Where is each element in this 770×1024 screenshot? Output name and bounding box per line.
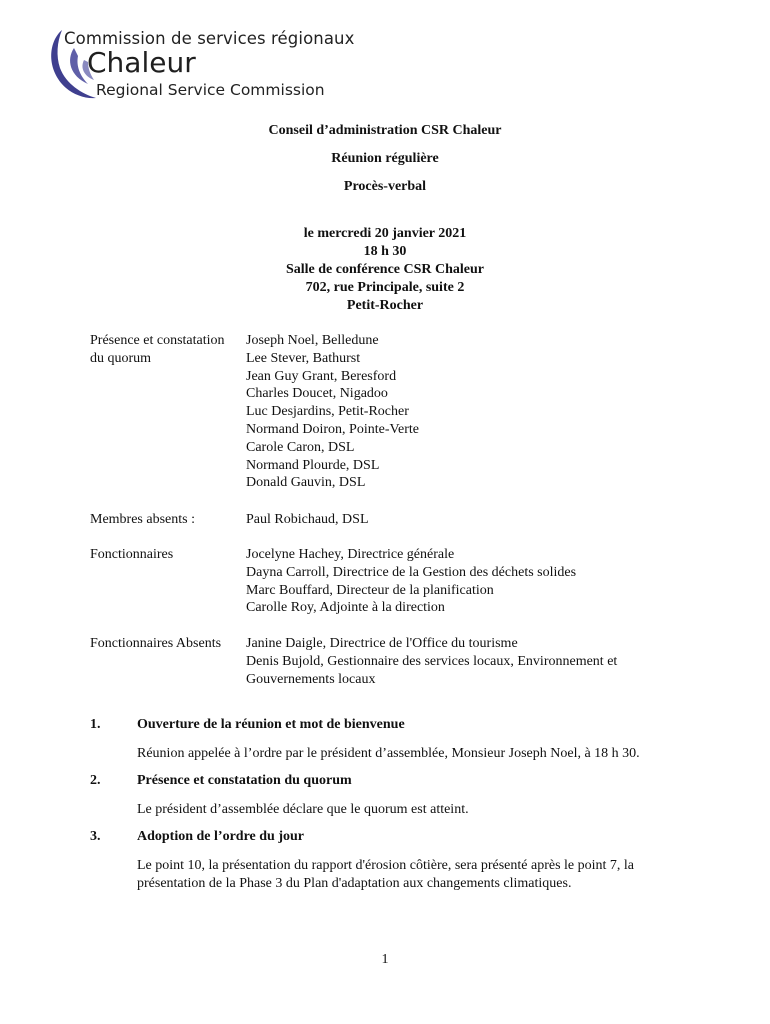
list-item: Normand Plourde, DSL: [246, 457, 380, 473]
meeting-type: Réunion régulière: [331, 151, 439, 166]
logo-text-english: Regional Service Commission: [96, 81, 325, 99]
meeting-address: 702, rue Principale, suite 2: [305, 280, 465, 295]
item-number: 3.: [90, 829, 101, 844]
list-item: Carolle Roy, Adjointe à la direction: [246, 600, 445, 616]
item-number: 2.: [90, 773, 101, 788]
meeting-venue: Salle de conférence CSR Chaleur: [285, 262, 485, 277]
item-number: 1.: [90, 717, 101, 732]
meeting-time: 18 h 30: [363, 244, 407, 259]
organization-logo: [44, 26, 355, 102]
meeting-date: le mercredi 20 janvier 2021: [303, 226, 467, 241]
item-title: Présence et constatation du quorum: [137, 773, 352, 788]
list-item: Charles Doucet, Nigadoo: [246, 386, 388, 402]
list-item: Lee Stever, Bathurst: [246, 350, 361, 366]
list-item: Paul Robichaud, DSL: [246, 512, 369, 527]
list-item: Luc Desjardins, Petit-Rocher: [246, 404, 409, 420]
list-item: Marc Bouffard, Directeur de la planification: [246, 582, 494, 598]
staff-list: [246, 546, 576, 617]
item-title: Ouverture de la réunion et mot de bienvenue: [137, 717, 405, 732]
present-label-line: du quorum: [90, 350, 152, 366]
absent-list: [246, 511, 369, 529]
item-text: Le président d’assemblée déclare que le quorum est atteint.: [137, 802, 469, 817]
list-item: Carole Caron, DSL: [246, 439, 355, 455]
item-text: Le point 10, la présentation du rapport d'érosion côtière, sera présenté après le point 7, la présentation de la Phase 3 du Plan d'adaptation aux changements climatiques.: [137, 858, 635, 891]
present-list: [246, 332, 419, 492]
item-text: Réunion appelée à l’ordre par le président d’assemblée, Monsieur Joseph Noel, à 18 h 30.: [137, 746, 640, 761]
logo-text-name: Chaleur: [87, 46, 196, 79]
staff-absent-label: Fonctionnaires Absents: [90, 636, 222, 651]
document-type: Procès-verbal: [343, 179, 427, 194]
list-item: Denis Bujold, Gestionnaire des services locaux, Environnement et: [246, 653, 618, 669]
list-item: Gouvernements locaux: [246, 671, 376, 687]
list-item: Jean Guy Grant, Beresford: [246, 368, 397, 384]
list-item: Janine Daigle, Directrice de l'Office du tourisme: [246, 636, 518, 651]
present-label-line: Présence et constatation: [90, 333, 225, 348]
list-item: Joseph Noel, Belledune: [246, 333, 379, 348]
present-label: [90, 332, 225, 368]
list-item: Dayna Carroll, Directrice de la Gestion des déchets solides: [246, 564, 577, 580]
list-item: Normand Doiron, Pointe-Verte: [246, 421, 420, 437]
list-item: Donald Gauvin, DSL: [246, 475, 366, 491]
staff-label: Fonctionnaires: [90, 547, 174, 562]
meeting-city: Petit-Rocher: [346, 298, 424, 313]
item-title: Adoption de l’ordre du jour: [137, 829, 304, 844]
document-title: Conseil d’administration CSR Chaleur: [268, 123, 502, 138]
page-number: 1: [381, 952, 389, 967]
list-item: Jocelyne Hachey, Directrice générale: [246, 547, 455, 562]
staff-absent-list: [246, 635, 617, 688]
logo-text-french: Commission de services régionaux: [64, 29, 355, 48]
absent-label: Membres absents :: [90, 512, 195, 527]
